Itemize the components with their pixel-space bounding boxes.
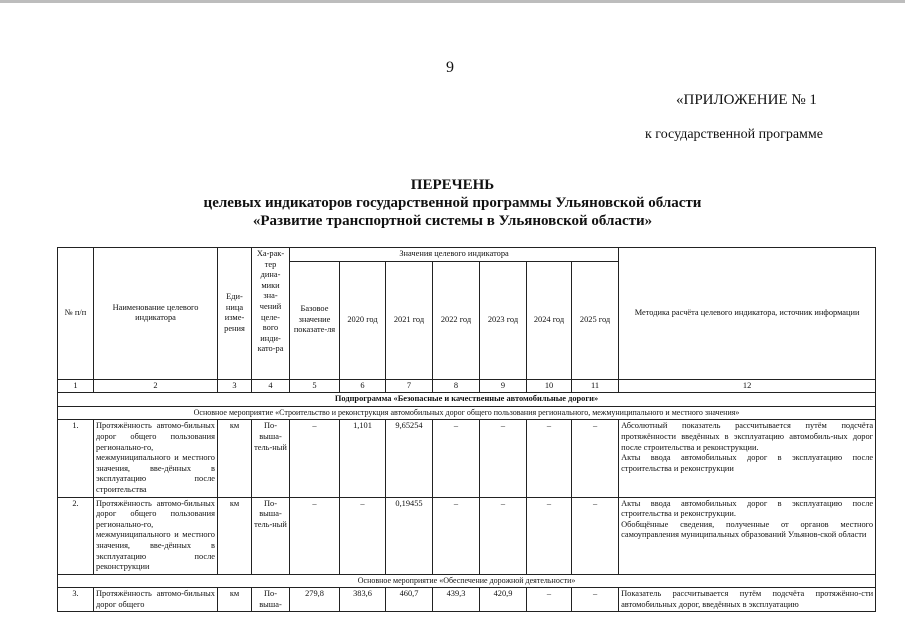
row-value-2025: – <box>572 588 619 612</box>
column-number: 11 <box>572 379 619 393</box>
document-title: ПЕРЕЧЕНЬ <box>410 177 495 193</box>
row-unit: км <box>218 588 252 612</box>
column-number: 2 <box>94 379 218 393</box>
row-value-2020: 383,6 <box>340 588 386 612</box>
table-row <box>58 420 876 497</box>
row-character: По-выша-тель-ный <box>252 497 290 574</box>
row-value-2021: 9,65254 <box>386 420 433 497</box>
column-number: 8 <box>433 379 480 393</box>
row-value-2024: – <box>527 588 572 612</box>
header-2020: 2020 год <box>340 261 386 379</box>
row-character: По-выша- <box>252 588 290 612</box>
row-base-value: 279,8 <box>290 588 340 612</box>
header-2022: 2022 год <box>433 261 480 379</box>
main-event-1: Основное мероприятие «Строительство и реконструкция автомобильных дорог общего пользования регионального, межмуниципального и местного значения» <box>58 406 876 420</box>
subprogram-title: Подпрограмма «Безопасные и качественные автомобильные дороги» <box>58 393 876 407</box>
row-method-p1: Акты ввода автомобильных дорог в эксплуатацию после строительства и реконструкции. <box>621 498 874 519</box>
row-indicator-name: Протяжённость автомо-бильных дорог общего пользования регионально-го, межмуниципального и местного значения, вве-дённых в эксплуатацию после строительства <box>94 420 218 497</box>
column-number: 5 <box>290 379 340 393</box>
row-value-2023: – <box>480 497 527 574</box>
row-value-2022: – <box>433 420 480 497</box>
row-unit: км <box>218 497 252 574</box>
row-num: 3. <box>58 588 94 612</box>
row-value-2021: 460,7 <box>386 588 433 612</box>
row-value-2022: 439,3 <box>433 588 480 612</box>
row-method-p1: Абсолютный показатель рассчитывается путём подсчёта протяжённости введённых в эксплуатацию автомобиль-ных дорог после строительства и реконструкции. <box>621 421 874 452</box>
column-number: 12 <box>619 379 876 393</box>
row-method <box>619 497 876 574</box>
row-method-p1: Показатель рассчитывается путём подсчёта протяжённо-сти автомобильных дорог, введённых в эксплуатацию <box>621 589 874 609</box>
row-value-2023: – <box>480 420 527 497</box>
row-character: По-выша-тель-ный <box>252 420 290 497</box>
scan-edge-line <box>0 0 905 3</box>
row-value-2020: – <box>340 497 386 574</box>
header-name: Наименование целевого индикатора <box>94 248 218 380</box>
row-value-2021: 0,19455 <box>386 497 433 574</box>
row-method-p2: Обобщённые сведения, полученные от органов местного самоуправления муниципальных образований Ульянов-ской области <box>621 519 874 540</box>
header-method: Методика расчёта целевого индикатора, источник информации <box>619 248 876 380</box>
main-event-row <box>58 574 876 588</box>
row-method <box>619 420 876 497</box>
column-numbers-row <box>58 379 876 393</box>
row-method-p2: Акты ввода автомобильных дорог в эксплуатацию после строительства и реконструкции <box>621 453 874 473</box>
column-number: 9 <box>480 379 527 393</box>
row-value-2025: – <box>572 420 619 497</box>
column-number: 1 <box>58 379 94 393</box>
row-num: 1. <box>58 420 94 497</box>
row-indicator-name: Протяжённость автомо-бильных дорог общего <box>94 588 218 612</box>
header-2021: 2021 год <box>386 261 433 379</box>
row-value-2024: – <box>527 420 572 497</box>
column-number: 7 <box>386 379 433 393</box>
column-number: 6 <box>340 379 386 393</box>
column-number: 10 <box>527 379 572 393</box>
header-2024: 2024 год <box>527 261 572 379</box>
appendix-label: «ПРИЛОЖЕНИЕ № 1 <box>676 92 817 108</box>
row-value-2024: – <box>527 497 572 574</box>
header-2025: 2025 год <box>572 261 619 379</box>
document-subtitle-2: «Развитие транспортной системы в Ульяновской области» <box>252 213 653 229</box>
header-unit: Еди-ница изме-рения <box>218 248 252 380</box>
row-value-2025: – <box>572 497 619 574</box>
table-row <box>58 497 876 574</box>
row-indicator-name: Протяжённость автомо-бильных дорог общего пользования регионально-го, межмуниципального и местного значения, вве-дённых в эксплуатацию после реконструкции <box>94 497 218 574</box>
row-method <box>619 588 876 612</box>
column-number: 3 <box>218 379 252 393</box>
header-values-group: Значения целевого индикатора <box>290 248 619 262</box>
subprogram-row <box>58 393 876 407</box>
row-value-2023: 420,9 <box>480 588 527 612</box>
main-event-2: Основное мероприятие «Обеспечение дорожной деятельности» <box>58 574 876 588</box>
page-number: 9 <box>446 59 454 76</box>
document-subtitle-1: целевых индикаторов государственной программы Ульяновской области <box>203 195 702 211</box>
column-number: 4 <box>252 379 290 393</box>
main-event-row <box>58 406 876 420</box>
table-row <box>58 588 876 612</box>
indicators-table <box>57 247 876 612</box>
header-row-1 <box>58 248 876 262</box>
row-base-value: – <box>290 497 340 574</box>
appendix-to: к государственной программе <box>645 127 823 142</box>
header-character: Ха-рак-тер дина-мики зна-чений целе-вого инди-като-ра <box>252 248 290 380</box>
header-num: № п/п <box>58 248 94 380</box>
row-num: 2. <box>58 497 94 574</box>
row-value-2022: – <box>433 497 480 574</box>
header-base: Базовое значение показате-ля <box>290 261 340 379</box>
row-unit: км <box>218 420 252 497</box>
row-base-value: – <box>290 420 340 497</box>
row-value-2020: 1,101 <box>340 420 386 497</box>
header-2023: 2023 год <box>480 261 527 379</box>
